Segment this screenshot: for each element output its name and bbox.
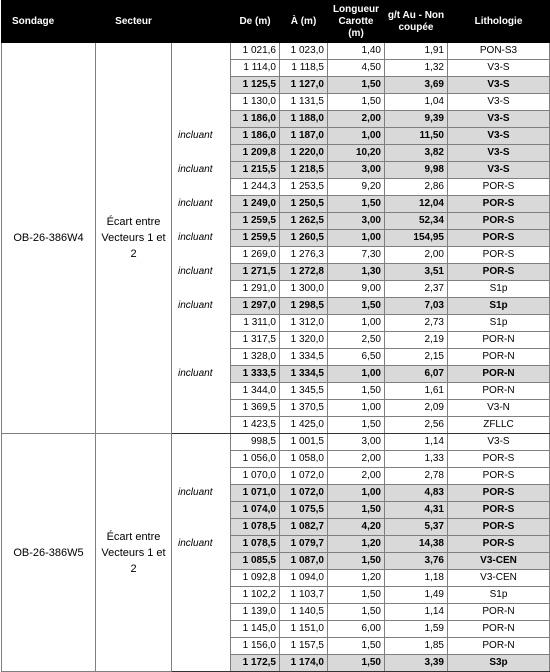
a-cell: 1 334,5 bbox=[280, 349, 328, 366]
a-cell: 1 298,5 bbox=[280, 298, 328, 315]
de-cell: 1 156,0 bbox=[231, 638, 280, 655]
longueur-cell: 9,00 bbox=[328, 281, 385, 298]
header-de: De (m) bbox=[231, 1, 280, 43]
lithologie-cell: S3p bbox=[448, 655, 550, 672]
lithologie-cell: V3-S bbox=[448, 128, 550, 145]
longueur-cell: 1,50 bbox=[328, 94, 385, 111]
teneur-cell: 9,98 bbox=[385, 162, 448, 179]
teneur-cell: 2,19 bbox=[385, 332, 448, 349]
de-cell: 1 186,0 bbox=[231, 128, 280, 145]
de-cell: 1 333,5 bbox=[231, 366, 280, 383]
a-cell: 1 345,5 bbox=[280, 383, 328, 400]
note-cell bbox=[172, 43, 231, 60]
note-cell bbox=[172, 553, 231, 570]
longueur-cell: 6,50 bbox=[328, 349, 385, 366]
teneur-cell: 14,38 bbox=[385, 536, 448, 553]
de-cell: 1 311,0 bbox=[231, 315, 280, 332]
note-cell: incluant bbox=[172, 298, 231, 315]
longueur-cell: 1,50 bbox=[328, 638, 385, 655]
a-cell: 1 094,0 bbox=[280, 570, 328, 587]
sondage-cell: OB-26-386W4 bbox=[2, 43, 96, 434]
longueur-cell: 2,00 bbox=[328, 468, 385, 485]
sondage-cell: OB-26-386W5 bbox=[2, 434, 96, 672]
teneur-cell: 2,00 bbox=[385, 247, 448, 264]
de-cell: 1 244,3 bbox=[231, 179, 280, 196]
de-cell: 1 145,0 bbox=[231, 621, 280, 638]
lithologie-cell: V3-S bbox=[448, 145, 550, 162]
de-cell: 1 297,0 bbox=[231, 298, 280, 315]
longueur-cell: 2,00 bbox=[328, 111, 385, 128]
de-cell: 1 291,0 bbox=[231, 281, 280, 298]
note-cell bbox=[172, 502, 231, 519]
teneur-cell: 52,34 bbox=[385, 213, 448, 230]
teneur-cell: 11,50 bbox=[385, 128, 448, 145]
longueur-cell: 3,00 bbox=[328, 162, 385, 179]
lithologie-cell: V3-S bbox=[448, 60, 550, 77]
note-cell bbox=[172, 451, 231, 468]
lithologie-cell: S1p bbox=[448, 315, 550, 332]
note-cell: incluant bbox=[172, 485, 231, 502]
longueur-cell: 2,00 bbox=[328, 451, 385, 468]
de-cell: 1 071,0 bbox=[231, 485, 280, 502]
lithologie-cell: POR-S bbox=[448, 468, 550, 485]
lithologie-cell: POR-N bbox=[448, 349, 550, 366]
note-cell bbox=[172, 145, 231, 162]
de-cell: 1 249,0 bbox=[231, 196, 280, 213]
a-cell: 1 072,0 bbox=[280, 468, 328, 485]
teneur-cell: 2,78 bbox=[385, 468, 448, 485]
lithologie-cell: POR-S bbox=[448, 213, 550, 230]
teneur-cell: 4,31 bbox=[385, 502, 448, 519]
teneur-cell: 3,82 bbox=[385, 145, 448, 162]
a-cell: 1 218,5 bbox=[280, 162, 328, 179]
longueur-cell: 1,50 bbox=[328, 417, 385, 434]
a-cell: 1 250,5 bbox=[280, 196, 328, 213]
longueur-cell: 1,20 bbox=[328, 570, 385, 587]
longueur-cell: 1,50 bbox=[328, 77, 385, 94]
longueur-cell: 1,50 bbox=[328, 604, 385, 621]
de-cell: 1 271,5 bbox=[231, 264, 280, 281]
de-cell: 1 056,0 bbox=[231, 451, 280, 468]
table-row bbox=[2, 434, 550, 451]
lithologie-cell: V3-CEN bbox=[448, 553, 550, 570]
de-cell: 1 070,0 bbox=[231, 468, 280, 485]
a-cell: 1 334,5 bbox=[280, 366, 328, 383]
longueur-cell: 1,50 bbox=[328, 298, 385, 315]
note-cell bbox=[172, 655, 231, 672]
lithologie-cell: POR-N bbox=[448, 604, 550, 621]
a-cell: 1 320,0 bbox=[280, 332, 328, 349]
lithologie-cell: ZFLLC bbox=[448, 417, 550, 434]
de-cell: 1 215,5 bbox=[231, 162, 280, 179]
lithologie-cell: POR-N bbox=[448, 332, 550, 349]
de-cell: 1 130,0 bbox=[231, 94, 280, 111]
longueur-cell: 4,20 bbox=[328, 519, 385, 536]
de-cell: 1 423,5 bbox=[231, 417, 280, 434]
note-cell: incluant bbox=[172, 162, 231, 179]
teneur-cell: 6,07 bbox=[385, 366, 448, 383]
lithologie-cell: POR-N bbox=[448, 366, 550, 383]
a-cell: 1 220,0 bbox=[280, 145, 328, 162]
a-cell: 1 187,0 bbox=[280, 128, 328, 145]
header-note bbox=[172, 1, 231, 43]
table-row bbox=[2, 43, 550, 60]
de-cell: 1 317,5 bbox=[231, 332, 280, 349]
a-cell: 1 370,5 bbox=[280, 400, 328, 417]
header-teneur: g/t Au - Non coupée bbox=[385, 1, 448, 43]
longueur-cell: 4,50 bbox=[328, 60, 385, 77]
note-cell: incluant bbox=[172, 366, 231, 383]
longueur-cell: 1,20 bbox=[328, 536, 385, 553]
teneur-cell: 2,37 bbox=[385, 281, 448, 298]
teneur-cell: 1,91 bbox=[385, 43, 448, 60]
lithologie-cell: POR-S bbox=[448, 264, 550, 281]
teneur-cell: 2,73 bbox=[385, 315, 448, 332]
note-cell: incluant bbox=[172, 128, 231, 145]
longueur-cell: 1,00 bbox=[328, 400, 385, 417]
a-cell: 1 075,5 bbox=[280, 502, 328, 519]
longueur-cell: 1,50 bbox=[328, 383, 385, 400]
a-cell: 1 300,0 bbox=[280, 281, 328, 298]
longueur-cell: 1,50 bbox=[328, 196, 385, 213]
de-cell: 1 344,0 bbox=[231, 383, 280, 400]
a-cell: 1 276,3 bbox=[280, 247, 328, 264]
lithologie-cell: V3-S bbox=[448, 111, 550, 128]
de-cell: 1 085,5 bbox=[231, 553, 280, 570]
a-cell: 1 188,0 bbox=[280, 111, 328, 128]
teneur-cell: 2,56 bbox=[385, 417, 448, 434]
teneur-cell: 7,03 bbox=[385, 298, 448, 315]
lithologie-cell: S1p bbox=[448, 281, 550, 298]
teneur-cell: 1,04 bbox=[385, 94, 448, 111]
longueur-cell: 3,00 bbox=[328, 434, 385, 451]
table-body bbox=[2, 43, 550, 672]
teneur-cell: 1,49 bbox=[385, 587, 448, 604]
longueur-cell: 9,20 bbox=[328, 179, 385, 196]
de-cell: 998,5 bbox=[231, 434, 280, 451]
a-cell: 1 262,5 bbox=[280, 213, 328, 230]
header-lithologie: Lithologie bbox=[448, 1, 550, 43]
teneur-cell: 3,39 bbox=[385, 655, 448, 672]
header-row bbox=[2, 1, 550, 43]
note-cell bbox=[172, 519, 231, 536]
lithologie-cell: POR-S bbox=[448, 230, 550, 247]
de-cell: 1 021,6 bbox=[231, 43, 280, 60]
teneur-cell: 2,86 bbox=[385, 179, 448, 196]
longueur-cell: 10,20 bbox=[328, 145, 385, 162]
lithologie-cell: POR-N bbox=[448, 638, 550, 655]
lithologie-cell: POR-S bbox=[448, 502, 550, 519]
lithologie-cell: V3-S bbox=[448, 77, 550, 94]
teneur-cell: 1,32 bbox=[385, 60, 448, 77]
note-cell bbox=[172, 468, 231, 485]
note-cell bbox=[172, 621, 231, 638]
longueur-cell: 1,30 bbox=[328, 264, 385, 281]
lithologie-cell: POR-N bbox=[448, 383, 550, 400]
teneur-cell: 1,85 bbox=[385, 638, 448, 655]
header-a: À (m) bbox=[280, 1, 328, 43]
teneur-cell: 1,18 bbox=[385, 570, 448, 587]
teneur-cell: 2,09 bbox=[385, 400, 448, 417]
a-cell: 1 079,7 bbox=[280, 536, 328, 553]
lithologie-cell: POR-S bbox=[448, 179, 550, 196]
lithologie-cell: V3-S bbox=[448, 94, 550, 111]
longueur-cell: 1,00 bbox=[328, 366, 385, 383]
longueur-cell: 1,00 bbox=[328, 315, 385, 332]
a-cell: 1 131,5 bbox=[280, 94, 328, 111]
secteur-cell: Écart entre Vecteurs 1 et 2 bbox=[96, 434, 172, 672]
a-cell: 1 058,0 bbox=[280, 451, 328, 468]
teneur-cell: 9,39 bbox=[385, 111, 448, 128]
note-cell bbox=[172, 213, 231, 230]
de-cell: 1 125,5 bbox=[231, 77, 280, 94]
longueur-cell: 1,00 bbox=[328, 128, 385, 145]
longueur-cell: 1,50 bbox=[328, 553, 385, 570]
de-cell: 1 139,0 bbox=[231, 604, 280, 621]
note-cell: incluant bbox=[172, 230, 231, 247]
note-cell: incluant bbox=[172, 536, 231, 553]
de-cell: 1 259,5 bbox=[231, 213, 280, 230]
a-cell: 1 082,7 bbox=[280, 519, 328, 536]
longueur-cell: 6,00 bbox=[328, 621, 385, 638]
a-cell: 1 253,5 bbox=[280, 179, 328, 196]
lithologie-cell: V3-N bbox=[448, 400, 550, 417]
teneur-cell: 3,51 bbox=[385, 264, 448, 281]
longueur-cell: 1,00 bbox=[328, 230, 385, 247]
secteur-cell: Écart entre Vecteurs 1 et 2 bbox=[96, 43, 172, 434]
de-cell: 1 078,5 bbox=[231, 536, 280, 553]
a-cell: 1 127,0 bbox=[280, 77, 328, 94]
note-cell bbox=[172, 383, 231, 400]
lithologie-cell: POR-N bbox=[448, 621, 550, 638]
de-cell: 1 186,0 bbox=[231, 111, 280, 128]
note-cell bbox=[172, 281, 231, 298]
note-cell bbox=[172, 638, 231, 655]
note-cell bbox=[172, 315, 231, 332]
de-cell: 1 369,5 bbox=[231, 400, 280, 417]
longueur-cell: 7,30 bbox=[328, 247, 385, 264]
note-cell bbox=[172, 400, 231, 417]
header-secteur: Secteur bbox=[96, 1, 172, 43]
de-cell: 1 114,0 bbox=[231, 60, 280, 77]
a-cell: 1 023,0 bbox=[280, 43, 328, 60]
note-cell bbox=[172, 332, 231, 349]
de-cell: 1 102,2 bbox=[231, 587, 280, 604]
lithologie-cell: POR-S bbox=[448, 536, 550, 553]
a-cell: 1 157,5 bbox=[280, 638, 328, 655]
teneur-cell: 1,33 bbox=[385, 451, 448, 468]
longueur-cell: 1,50 bbox=[328, 502, 385, 519]
note-cell bbox=[172, 604, 231, 621]
teneur-cell: 1,61 bbox=[385, 383, 448, 400]
a-cell: 1 103,7 bbox=[280, 587, 328, 604]
de-cell: 1 074,0 bbox=[231, 502, 280, 519]
longueur-cell: 2,50 bbox=[328, 332, 385, 349]
a-cell: 1 001,5 bbox=[280, 434, 328, 451]
lithologie-cell: V3-CEN bbox=[448, 570, 550, 587]
a-cell: 1 260,5 bbox=[280, 230, 328, 247]
lithologie-cell: S1p bbox=[448, 587, 550, 604]
a-cell: 1 151,0 bbox=[280, 621, 328, 638]
teneur-cell: 12,04 bbox=[385, 196, 448, 213]
teneur-cell: 3,69 bbox=[385, 77, 448, 94]
lithologie-cell: POR-S bbox=[448, 485, 550, 502]
teneur-cell: 5,37 bbox=[385, 519, 448, 536]
note-cell bbox=[172, 179, 231, 196]
teneur-cell: 3,76 bbox=[385, 553, 448, 570]
note-cell bbox=[172, 587, 231, 604]
lithologie-cell: V3-S bbox=[448, 434, 550, 451]
drill-results-table bbox=[1, 0, 550, 672]
lithologie-cell: PON-S3 bbox=[448, 43, 550, 60]
de-cell: 1 092,8 bbox=[231, 570, 280, 587]
note-cell bbox=[172, 111, 231, 128]
teneur-cell: 2,15 bbox=[385, 349, 448, 366]
note-cell bbox=[172, 570, 231, 587]
teneur-cell: 1,59 bbox=[385, 621, 448, 638]
header-longueur: Longueur Carotte (m) bbox=[328, 1, 385, 43]
a-cell: 1 312,0 bbox=[280, 315, 328, 332]
a-cell: 1 140,5 bbox=[280, 604, 328, 621]
note-cell bbox=[172, 60, 231, 77]
teneur-cell: 4,83 bbox=[385, 485, 448, 502]
longueur-cell: 1,50 bbox=[328, 587, 385, 604]
lithologie-cell: V3-S bbox=[448, 162, 550, 179]
note-cell bbox=[172, 417, 231, 434]
a-cell: 1 087,0 bbox=[280, 553, 328, 570]
de-cell: 1 172,5 bbox=[231, 655, 280, 672]
note-cell bbox=[172, 349, 231, 366]
teneur-cell: 1,14 bbox=[385, 434, 448, 451]
a-cell: 1 425,0 bbox=[280, 417, 328, 434]
note-cell bbox=[172, 247, 231, 264]
lithologie-cell: POR-S bbox=[448, 196, 550, 213]
lithologie-cell: POR-S bbox=[448, 519, 550, 536]
lithologie-cell: POR-S bbox=[448, 247, 550, 264]
note-cell: incluant bbox=[172, 196, 231, 213]
lithologie-cell: S1p bbox=[448, 298, 550, 315]
note-cell: incluant bbox=[172, 264, 231, 281]
longueur-cell: 1,40 bbox=[328, 43, 385, 60]
longueur-cell: 1,50 bbox=[328, 655, 385, 672]
teneur-cell: 154,95 bbox=[385, 230, 448, 247]
a-cell: 1 072,0 bbox=[280, 485, 328, 502]
de-cell: 1 328,0 bbox=[231, 349, 280, 366]
note-cell bbox=[172, 77, 231, 94]
note-cell bbox=[172, 434, 231, 451]
teneur-cell: 1,14 bbox=[385, 604, 448, 621]
longueur-cell: 3,00 bbox=[328, 213, 385, 230]
note-cell bbox=[172, 94, 231, 111]
de-cell: 1 259,5 bbox=[231, 230, 280, 247]
a-cell: 1 174,0 bbox=[280, 655, 328, 672]
de-cell: 1 269,0 bbox=[231, 247, 280, 264]
de-cell: 1 209,8 bbox=[231, 145, 280, 162]
lithologie-cell: POR-S bbox=[448, 451, 550, 468]
longueur-cell: 1,00 bbox=[328, 485, 385, 502]
a-cell: 1 118,5 bbox=[280, 60, 328, 77]
de-cell: 1 078,5 bbox=[231, 519, 280, 536]
header-sondage: Sondage bbox=[2, 1, 96, 43]
a-cell: 1 272,8 bbox=[280, 264, 328, 281]
